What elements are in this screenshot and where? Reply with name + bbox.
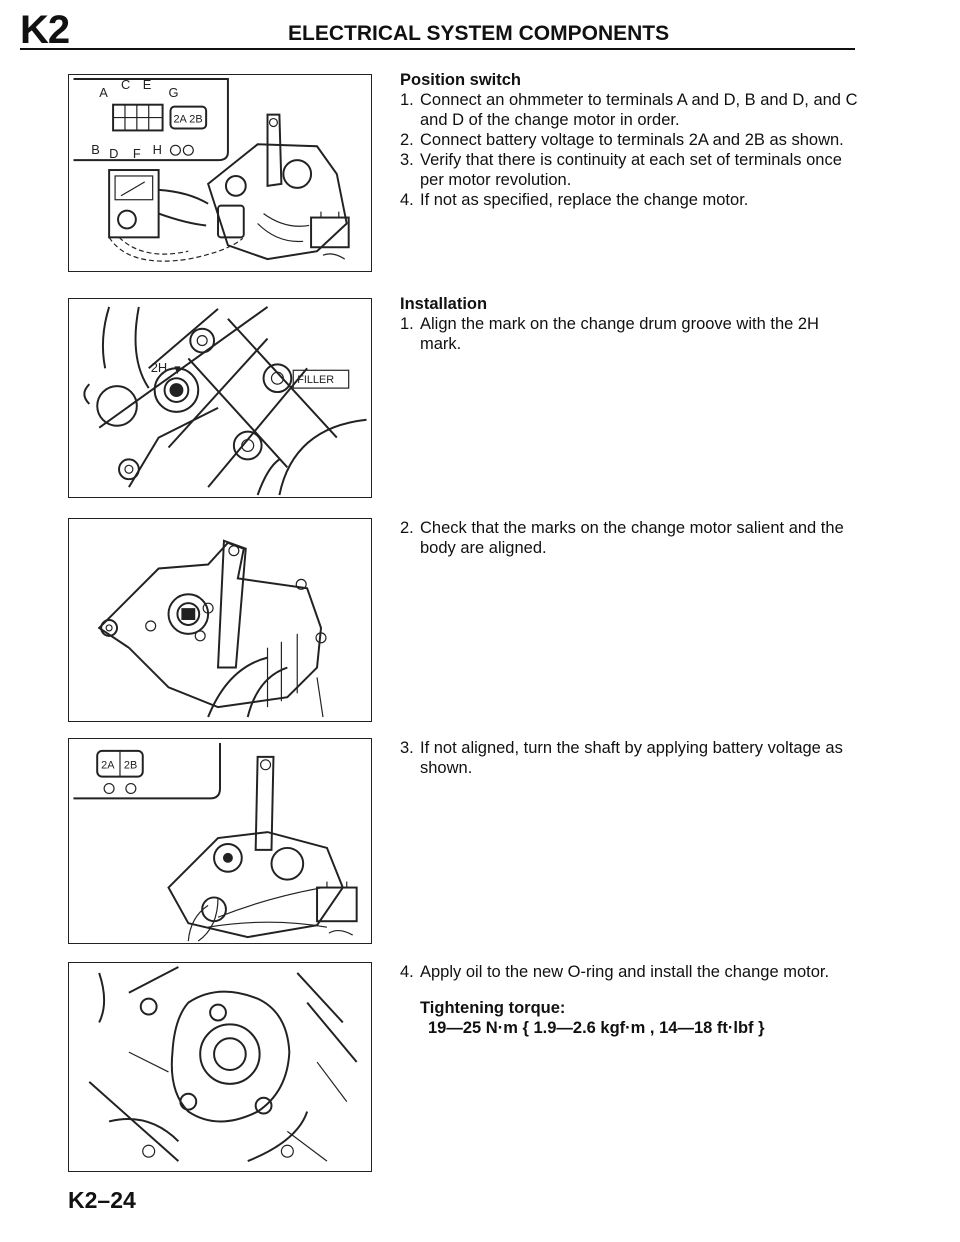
page-number: K2–24 [68, 1187, 136, 1213]
figure-battery-voltage [68, 738, 372, 944]
installation-step-1: 1. Align the mark on the change drum groove with the 2H mark. [400, 315, 819, 353]
installation-heading: Installation [400, 295, 488, 313]
position-switch-step-3: 3. Verify that there is continuity at each set of terminals once per motor revolution. [400, 151, 842, 189]
figure-ohmmeter-test [68, 74, 372, 272]
header-rule [20, 48, 855, 50]
label-c: C [121, 76, 131, 92]
mark-2h-label: 2H [150, 360, 168, 376]
label-d: D [109, 146, 119, 162]
ohmmeter [109, 170, 158, 237]
position-switch-section [400, 70, 860, 210]
installation-step-3-block [400, 738, 860, 778]
page-header [20, 8, 860, 52]
label-b: B [91, 142, 100, 158]
terminal-2b-label: 2B [189, 113, 203, 126]
label-h: H [152, 142, 162, 158]
figure-motor-installed [68, 962, 372, 1172]
installation-step-4: 4. Apply oil to the new O-ring and install the change motor. [400, 963, 830, 981]
installation-section [400, 294, 860, 354]
figure-2h-mark [68, 298, 372, 498]
change-motor-body [99, 543, 321, 707]
label-a: A [99, 84, 108, 100]
terminal-2a-label: 2A [173, 113, 187, 126]
position-switch-step-4: 4. If not as specified, replace the change motor. [400, 191, 749, 209]
label-e: E [142, 76, 152, 92]
terminal-2b-label: 2B [123, 759, 138, 772]
installation-step-2-block [400, 518, 860, 558]
installation-step-4-block [400, 962, 860, 1038]
position-switch-step-2: 2. Connect battery voltage to terminals 2A and 2B as shown. [400, 131, 844, 149]
torque-label: Tightening torque: [420, 999, 566, 1017]
header-title: ELECTRICAL SYSTEM COMPONENTS [288, 22, 670, 45]
position-switch-step-1: 1. Connect an ohmmeter to terminals A and D, B and D, and C and D of the change motor in order. [400, 91, 858, 129]
position-switch-heading: Position switch [400, 71, 522, 89]
filler-label: FILLER [297, 374, 335, 387]
terminal-2a-label: 2A [101, 759, 115, 772]
section-code: K2 [20, 8, 70, 52]
torque-value: 19—25 N·m { 1.9—2.6 kgf·m , 14—18 ft·lbf } [428, 1019, 765, 1037]
label-f: F [132, 146, 141, 162]
installation-step-2: 2. Check that the marks on the change motor salient and the body are aligned. [400, 519, 844, 557]
label-g: G [168, 84, 179, 100]
figure-motor-alignment [68, 518, 372, 722]
ohm-dial-icon [118, 211, 136, 229]
battery-icon [311, 218, 349, 248]
installation-step-3: 3. If not aligned, turn the shaft by applying battery voltage as shown. [400, 739, 843, 777]
